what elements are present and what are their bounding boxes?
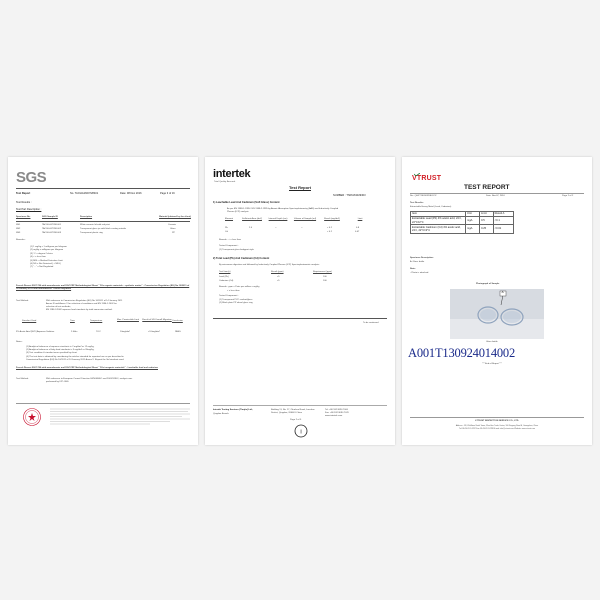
col-unit: Unit: [466, 212, 480, 217]
table-cell: < 0.2: [327, 227, 332, 229]
col-element: Element: [224, 218, 234, 220]
table-cell: White ceramic lid with red print: [80, 224, 110, 226]
test-method2-text: With reference to European Council Directive 84/500/EEC and 2005/31/EC, analysis was performed by ICP-OES.: [46, 378, 133, 384]
section1-method: As per EN 1388-1:1995 / EN 1388-2:1995 by Atomic Absorption Spectrophotometry (AAS) and Inductively Coupled Plasma (ICP) analysis.: [227, 208, 339, 214]
remark-text-2: < = less than: [227, 290, 240, 292]
table-cell: Transparent glass jar with black coating outside: [80, 228, 127, 230]
vtrust-report-page: [402, 157, 592, 445]
intertek-tagline: Total Quality. Assured.: [214, 181, 236, 183]
table-cell: mg/L: [466, 225, 480, 233]
notes-list: (1) Analytical tolerance of aqueous simulants is 2 mg/dm² or 12 mg/kg; (2) Analytical tolerance of fatty food simulants is 3 mg/dm² or 20mg/kg; (3) Test condition & simulant were specified by client. (4) The test data is obtained by considering the articles intended for repeated use as per described in Commission Regulation (EU) No 10/2011 of 14 January 2011 Annex V. Repeat the 3rd simulant used.: [26, 346, 125, 361]
notes-label: Notes :: [16, 341, 23, 343]
col-material: Material (claimed by the client): [159, 216, 191, 218]
col-result: Result (mg/dm²): [324, 218, 340, 220]
to-be-continued: To be continued: [363, 322, 379, 324]
col-limit: Limit: [480, 212, 494, 217]
footer-company: V-TRUST INSPECTION SERVICE CO., LTD.: [475, 420, 519, 422]
page-number: Page 2 of 2: [562, 195, 574, 197]
tested-components: (1) Transparent PVC sealant/glass (2) Black plain PP wheel glass ring: [219, 299, 253, 305]
table-row: [411, 217, 514, 225]
remark-text: Remark : < = less than: [219, 239, 242, 241]
seal-icon: [18, 407, 46, 427]
table-cell: 100: [323, 280, 327, 282]
results-table: [410, 211, 514, 234]
table-cell: <0.01: [493, 225, 513, 233]
table-cell: <5: [277, 276, 280, 278]
table-cell: Extractable Cadmium (Cd) 4% acetic acid, 24 h, 22°C±2°C: [411, 225, 466, 233]
intertek-report-page: [205, 157, 395, 445]
col-result-ppm: Result (ppm): [271, 271, 284, 273]
page-number: Page 3 of 16: [160, 192, 175, 195]
col-volume: Volume of Sample (ml): [293, 218, 317, 220]
table-cell: Glass: [170, 228, 176, 230]
table-cell: 2.0: [249, 227, 253, 229]
table-cell: mg/L: [466, 217, 480, 225]
svg-text:i: i: [300, 429, 302, 436]
test-results-label: Test Results:: [410, 202, 424, 204]
table-cell: --: [275, 227, 277, 229]
report-date: Date: 08 Dec 2016: [120, 192, 142, 195]
sgs-logo: SGS: [16, 169, 47, 186]
table-cell: Ceramic: [168, 224, 177, 226]
col-result: Result of SN Overall Migration: [142, 319, 172, 321]
footer-branch: Qingdao Branch: [213, 413, 229, 415]
end-of-report: *** End of Report ***: [482, 363, 502, 365]
report-date: Date: Nov.07, 2016: [486, 195, 505, 197]
test-method-label: Test Method :: [16, 300, 30, 302]
table-cell: <3.0mg/dm²: [148, 331, 160, 333]
table-cell: Extractable Lead (Pb) 4% acetic acid, 24 h, 22°C±2°C: [411, 217, 466, 225]
remarks-label: Remarks :: [16, 239, 26, 241]
table-cell: 100: [323, 276, 327, 278]
specimen-label: Specimen Description:: [410, 257, 434, 259]
table-cell: Transparent plastic ring: [80, 232, 103, 234]
col-depth: Internal Depth (cm): [268, 218, 288, 220]
intertek-logo: intertek: [213, 168, 251, 180]
section2-title: French Dicreet 2007-766 with amendments and DGCCRF Methodological Sheet " File inorganic materials" - Leachable lead and cadmium: [16, 367, 158, 369]
section2-title: 2) Total Lead (Pb) And Cadmium (Cd) Content: [213, 257, 270, 260]
test-part-description-label: Test Part Description :: [16, 208, 42, 211]
col-result: Result A: [493, 212, 513, 217]
report-number: No. TAOHG1600728401: [70, 192, 99, 195]
table-cell: 0.8: [356, 227, 360, 229]
table-row: SN3: [16, 232, 21, 234]
test-results-label: Test Results :: [16, 201, 32, 204]
table-cell: 70°C: [96, 331, 101, 333]
col-requirement: Requirement (ppm): [313, 271, 332, 273]
footer-contact: Tel: 86-20-22-1-8787 Fax: 86-20-22-1-8788 E-mail: info@v-trust.com Website: www.v-trust.com: [459, 428, 535, 430]
specimen-text: A: Glass bottle: [410, 261, 425, 263]
col-temperature: Temperature: [90, 320, 103, 322]
note-label: Note:: [410, 268, 416, 270]
table-cell: PP: [172, 232, 175, 234]
table-cell: <5: [277, 280, 280, 282]
section2-method: By microwave digestion and followed by Inductively Coupled Plasma (ICP) Spectrophotometric analysis.: [219, 264, 320, 266]
report-title: Test Report: [289, 185, 311, 190]
accreditation-icon: [294, 424, 308, 438]
table-row: SN2: [16, 228, 21, 230]
photo-label: Photograph of Sample: [476, 283, 500, 285]
remark-text: Remark : ppm = Parts per million = mg/kg: [219, 286, 260, 288]
col-description: Description: [80, 216, 93, 218]
table-cell: TAO16-007286.001: [42, 224, 62, 226]
vtrust-logo: VTRUST: [412, 175, 442, 182]
photo-marker: A: [501, 290, 504, 295]
col-specimen-no: Specimen No.: [16, 216, 31, 218]
tested-component-label: Tested Component :: [219, 245, 239, 247]
sgs-report-page: [8, 157, 198, 445]
table-row: SN1: [16, 224, 21, 226]
col-simulant: Simulant Used: [22, 320, 37, 322]
table-cell: Pb: [225, 227, 228, 229]
table-cell: 0.5: [480, 217, 494, 225]
sample-code-banner: [406, 346, 590, 360]
table-cell: < 0.2: [327, 231, 332, 233]
table-cell: Cadmium (Cd): [219, 280, 234, 282]
footer-company: Intertek Testing Services (Tianjin) Ltd.,: [213, 409, 254, 411]
col-area: Sufficient Area (dm²): [242, 218, 262, 220]
col-test-item: Test Item(s): [219, 271, 231, 273]
report-title: TEST REPORT: [464, 184, 510, 191]
tested-component: (1) Transparent glass bodypart style: [219, 249, 254, 251]
col-time: Time: [70, 320, 75, 322]
table-row: [411, 225, 514, 233]
table-cell: 10mg/dm²: [120, 331, 130, 333]
note-text: - Photo is attached.: [410, 272, 429, 274]
photo-caption: Glass bottle: [486, 341, 498, 343]
table-cell: Cd: [225, 231, 228, 233]
sample-code: A001T130924014002: [408, 346, 516, 360]
table-cell: --: [301, 227, 303, 229]
section1-title: French Dicreet 2007-766 with amendments and DGCCRF Methodological Sheet " File organic materials - synthetic matter" - Commission Regulation (EU) No 10/2011 of 14 January 2011 with amendments. Overall migration: [16, 285, 190, 290]
col-max-limit: Max. Permissible Limit: [117, 319, 139, 321]
page-number: Page 2 of 5: [290, 419, 302, 421]
report-number: NUMBER : TS06163329303: [333, 194, 366, 197]
report-label: Test Report: [16, 192, 31, 195]
col-item: Item: [411, 212, 466, 217]
report-number: No.: QHXT16016320ECCX: [410, 195, 437, 197]
tested-component-label: Tested Component :: [219, 295, 239, 297]
col-limit: Limit: [357, 218, 363, 220]
table-cell: 0.25: [480, 225, 494, 233]
section1-title: 1) Leachable Lead And Cadmium (Soft Glass) Content: [213, 201, 280, 204]
table-cell: TAO16-007286.002: [42, 228, 62, 230]
footer-address: Address : 5/F, 65th Area North Tower, Wen Hua Trade Center, 160 Xingang Road E, Guangzhou, China: [455, 425, 539, 427]
table-cell: TAO16-007286.003: [42, 232, 62, 234]
footer-address: Building 11, No. 17, Zhuzhou Road, Laoshan District, Qingdao, 266061 China: [271, 409, 315, 414]
table-cell: 0.07: [355, 231, 360, 233]
sample-photo: [450, 289, 544, 339]
table-cell: PASS: [175, 331, 181, 333]
test-results-sub: Extractable Heavy Metal (Lead, Cadmium): [410, 206, 452, 208]
table-cell: Lead (Pb): [219, 276, 229, 278]
col-sgs-sample-id: SGS Sample ID: [42, 216, 58, 218]
footer-fine-print: [50, 407, 190, 427]
test-method-text: With reference to Commission Regulation (EU) No 10/2011 of 14 January 2011 Annex III and Annex V for selection of conditions and EN 1186-1:2002 for selection of test methods; EN 1186-3:2002 aqueous food simulants by total immersion method.: [46, 300, 123, 312]
table-cell: <0.1: [493, 217, 513, 225]
table-cell: 2.0Hrs: [71, 331, 78, 333]
col-conclusion: Conclusion: [172, 320, 183, 322]
table-cell: 3% Acetic Acid (W/V) Aqueous Solution: [16, 331, 55, 333]
remarks-list: (1) 1 mg/kg = 1 milligram per kilogram (2) mg/kg = milligram per kilogram (3) °C = degree Celsius (4) < = less than (5) MDL = Method Detection Limit (6) ND = Not Detected ( < MDL) (7) " - " = Not Regulated: [30, 246, 67, 269]
test-method2-label: Test Method :: [16, 378, 30, 380]
check-icon: [414, 173, 420, 176]
footer-contact: Tel: +86 532 8090 7000 Fax: +86 532 8090 7070 www.intertek.com: [325, 409, 349, 418]
